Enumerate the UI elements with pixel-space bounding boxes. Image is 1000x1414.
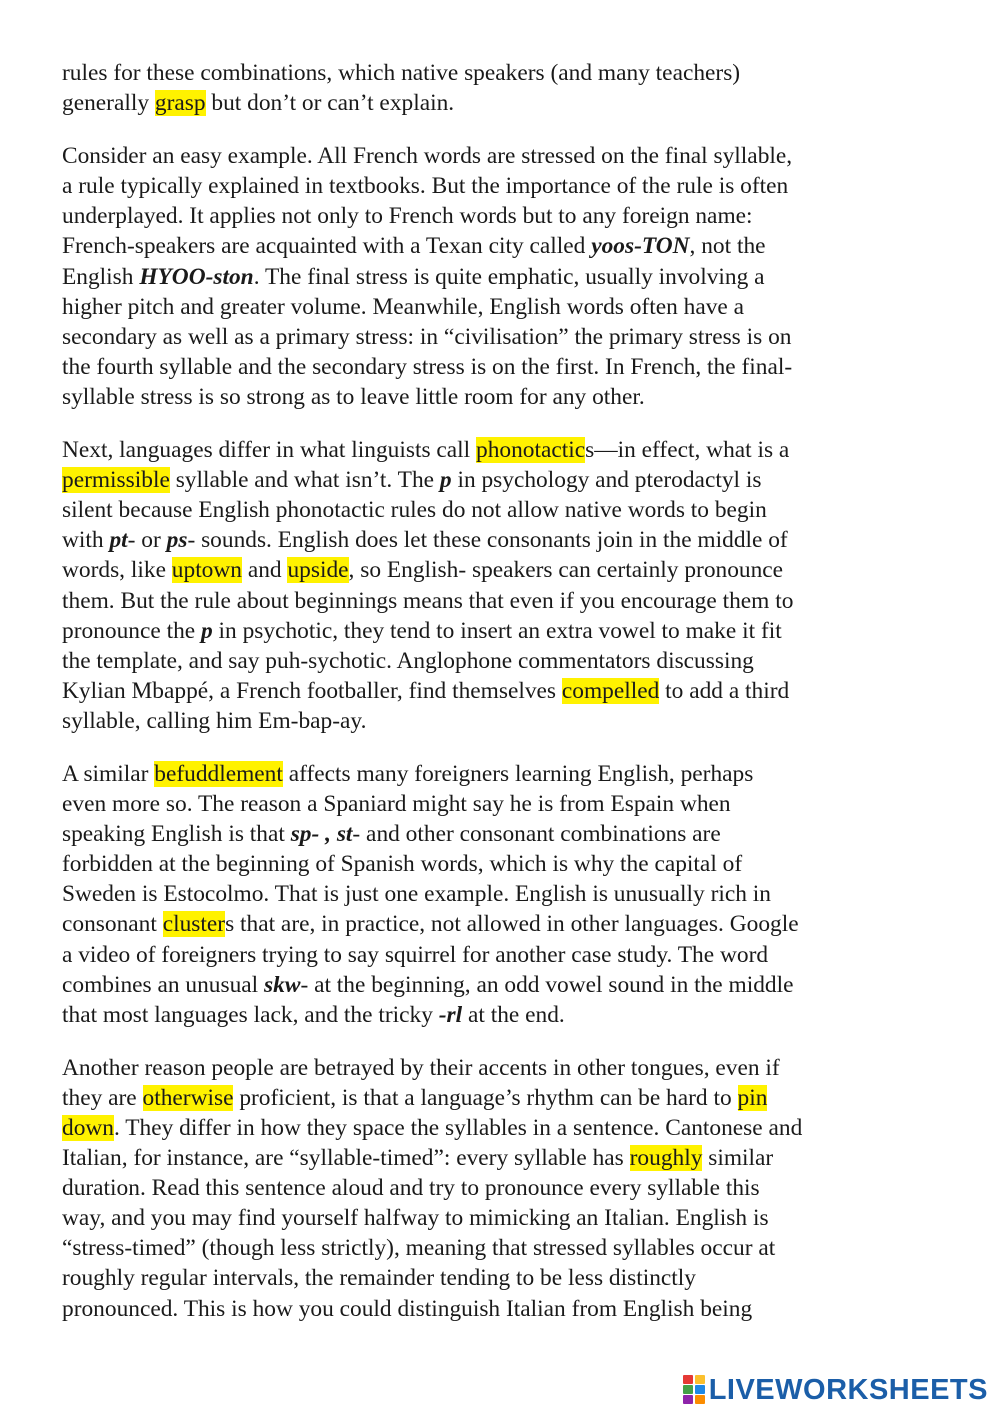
text-run: roughly regular intervals, the remainder tending to be less distinctly [62,1265,696,1292]
highlighted-word[interactable]: upside [287,557,349,584]
text-run: way, and you may find yourself halfway to mimicking an Italian. English is [62,1205,769,1232]
text-line [62,1294,942,1324]
text-line [62,465,942,495]
highlighted-word[interactable]: cluster [162,911,226,938]
text-run: to add a third [659,677,790,704]
text-run: affects many foreigners learning English, perhaps [282,760,754,787]
highlighted-word[interactable]: permissible [62,467,170,494]
emphasized-text: yoos-TON [591,233,690,260]
text-run: even more so. The reason a Spaniard might say he is from Espain when [62,791,731,818]
text-run: . The final stress is quite emphatic, usually involving a [253,263,765,290]
text-run: speaking English is that [62,821,291,848]
emphasized-text: -rl [438,1001,463,1028]
text-run: a rule typically explained in textbooks. But the importance of the rule is often [62,173,789,200]
liveworksheets-logo-icon [683,1375,705,1405]
text-line [62,616,942,646]
text-run: s that are, in practice, not allowed in other languages. Google [225,911,799,938]
logo-tile [695,1395,705,1404]
highlighted-word[interactable]: roughly [629,1145,703,1172]
logo-tile [683,1395,693,1404]
text-run: syllable stress is so strong as to leave little room for any other. [62,383,645,410]
text-line [62,676,942,706]
text-run: underplayed. It applies not only to French words but to any foreign name: [62,203,753,230]
text-line [62,1173,942,1203]
text-run: but don’t or can’t explain. [205,90,455,117]
text-line [62,789,942,819]
text-line [62,435,942,465]
highlighted-word[interactable]: otherwise [142,1084,234,1111]
text-run: - and other consonant combinations are [352,821,721,848]
text-run: Italian, for instance, are “syllable-timed”: every syllable has [62,1145,630,1172]
paragraph [62,58,942,118]
text-line [62,555,942,585]
highlighted-word[interactable]: grasp [154,90,206,117]
text-line [62,970,942,1000]
text-run: and [241,557,288,584]
text-line [62,141,942,171]
text-line [62,1263,942,1293]
text-run: syllable, calling him Em-bap-ay. [62,707,367,734]
logo-text: LIVEWORKSHEETS [708,1373,988,1406]
emphasized-text: ps [166,527,188,554]
text-line [62,586,942,616]
text-run: a video of foreigners trying to say squirrel for another case study. The word [62,941,769,968]
text-line [62,322,942,352]
text-run: “stress-timed” (though less strictly), meaning that stressed syllables occur at [62,1235,776,1262]
highlighted-word[interactable]: compelled [561,677,660,704]
text-line [62,909,942,939]
text-run: Consider an easy example. All French words are stressed on the final syllable, [62,143,793,170]
text-line [62,525,942,555]
text-run: A similar [62,760,155,787]
text-run: English [62,263,140,290]
text-run: syllable and what isn’t. The [169,467,440,494]
logo-tile [695,1375,705,1384]
text-run: , not the [689,233,766,260]
text-run: they are [62,1084,143,1111]
text-run: consonant [62,911,163,938]
text-run: proficient, is that a language’s rhythm can be hard to [233,1084,738,1111]
emphasized-text: pt [109,527,128,554]
highlighted-word[interactable]: befuddlement [154,760,283,787]
text-line [62,1203,942,1233]
text-run: words, like [62,557,172,584]
text-run: them. But the rule about beginnings means that even if you encourage them to [62,587,794,614]
text-run: at the end. [462,1001,565,1028]
logo-tile [683,1375,693,1384]
text-line [62,1143,942,1173]
text-run: in psychology and pterodactyl is [451,467,762,494]
highlighted-word[interactable]: down [62,1115,114,1141]
text-run: pronounced. This is how you could distinguish Italian from English being [62,1295,753,1322]
text-run: Another reason people are betrayed by their accents in other tongues, even if [62,1054,780,1081]
paragraph [62,435,942,736]
emphasized-text: HYOO-ston [139,263,254,290]
text-run: the template, and say puh-sychotic. Anglophone commentators discussing [62,647,754,674]
text-run: Next, languages differ in what linguists call [62,437,477,464]
highlighted-word[interactable]: phonotactic [476,437,586,464]
text-line [62,171,942,201]
text-run: that most languages lack, and the tricky [62,1001,439,1028]
text-run: forbidden at the beginning of Spanish words, which is why the capital of [62,851,743,878]
text-run: , so English- speakers can certainly pronounce [348,557,784,584]
emphasized-text: p [201,617,213,644]
document-body [62,58,942,1347]
text-run: rules for these combinations, which native speakers (and many teachers) [62,60,741,86]
logo-tile [683,1385,693,1394]
text-run: in psychotic, they tend to insert an extra vowel to make it fit [212,617,782,644]
text-line [62,88,942,118]
emphasized-text: skw [264,971,301,998]
text-run: similar [702,1145,774,1172]
paragraph [62,141,942,412]
text-run: - at the beginning, an odd vowel sound in the middle [300,971,794,998]
text-line [62,1233,942,1263]
highlighted-word[interactable]: uptown [171,557,242,584]
text-line [62,1053,942,1083]
text-run: Sweden is Estocolmo. That is just one example. English is unusually rich in [62,881,772,908]
text-run: . They differ in how they space the syllables in a sentence. Cantonese and [113,1115,803,1141]
text-line [62,495,942,525]
text-line [62,262,942,292]
text-line [62,292,942,322]
text-line [62,382,942,412]
text-run: secondary as well as a primary stress: in “civilisation” the primary stress is on [62,323,792,350]
text-run: s—in effect, what is a [585,437,790,464]
text-run: pronounce the [62,617,201,644]
paragraph [62,759,942,1030]
emphasized-text: p [439,467,452,494]
text-line [62,58,942,88]
emphasized-text: sp- , st [290,821,353,848]
text-line [62,759,942,789]
text-line [62,646,942,676]
text-line [62,1113,942,1143]
highlighted-word[interactable]: pin [737,1084,768,1111]
text-line [62,352,942,382]
text-line [62,706,942,736]
text-line [62,231,942,261]
text-run: French-speakers are acquainted with a Texan city called [62,233,592,260]
text-line [62,819,942,849]
text-line [62,849,942,879]
paragraph [62,1053,942,1324]
text-run: - or [127,527,167,554]
text-line [62,1000,942,1030]
text-line [62,940,942,970]
text-run: - sounds. English does let these consonants join in the middle of [187,527,788,554]
text-run: silent because English phonotactic rules do not allow native words to begin [62,497,767,524]
text-run: the fourth syllable and the secondary stress is on the first. In French, the final- [62,353,793,380]
text-line [62,1083,942,1113]
text-run: Kylian Mbappé, a French footballer, find themselves [62,677,562,704]
text-line [62,201,942,231]
text-line [62,879,942,909]
text-run: with [62,527,110,554]
liveworksheets-logo[interactable] [683,1372,988,1408]
logo-tile [695,1385,705,1394]
text-run: combines an unusual [62,971,265,998]
text-run: duration. Read this sentence aloud and try to pronounce every syllable this [62,1175,760,1202]
text-run: generally [62,90,155,117]
text-run: higher pitch and greater volume. Meanwhile, English words often have a [62,293,745,320]
